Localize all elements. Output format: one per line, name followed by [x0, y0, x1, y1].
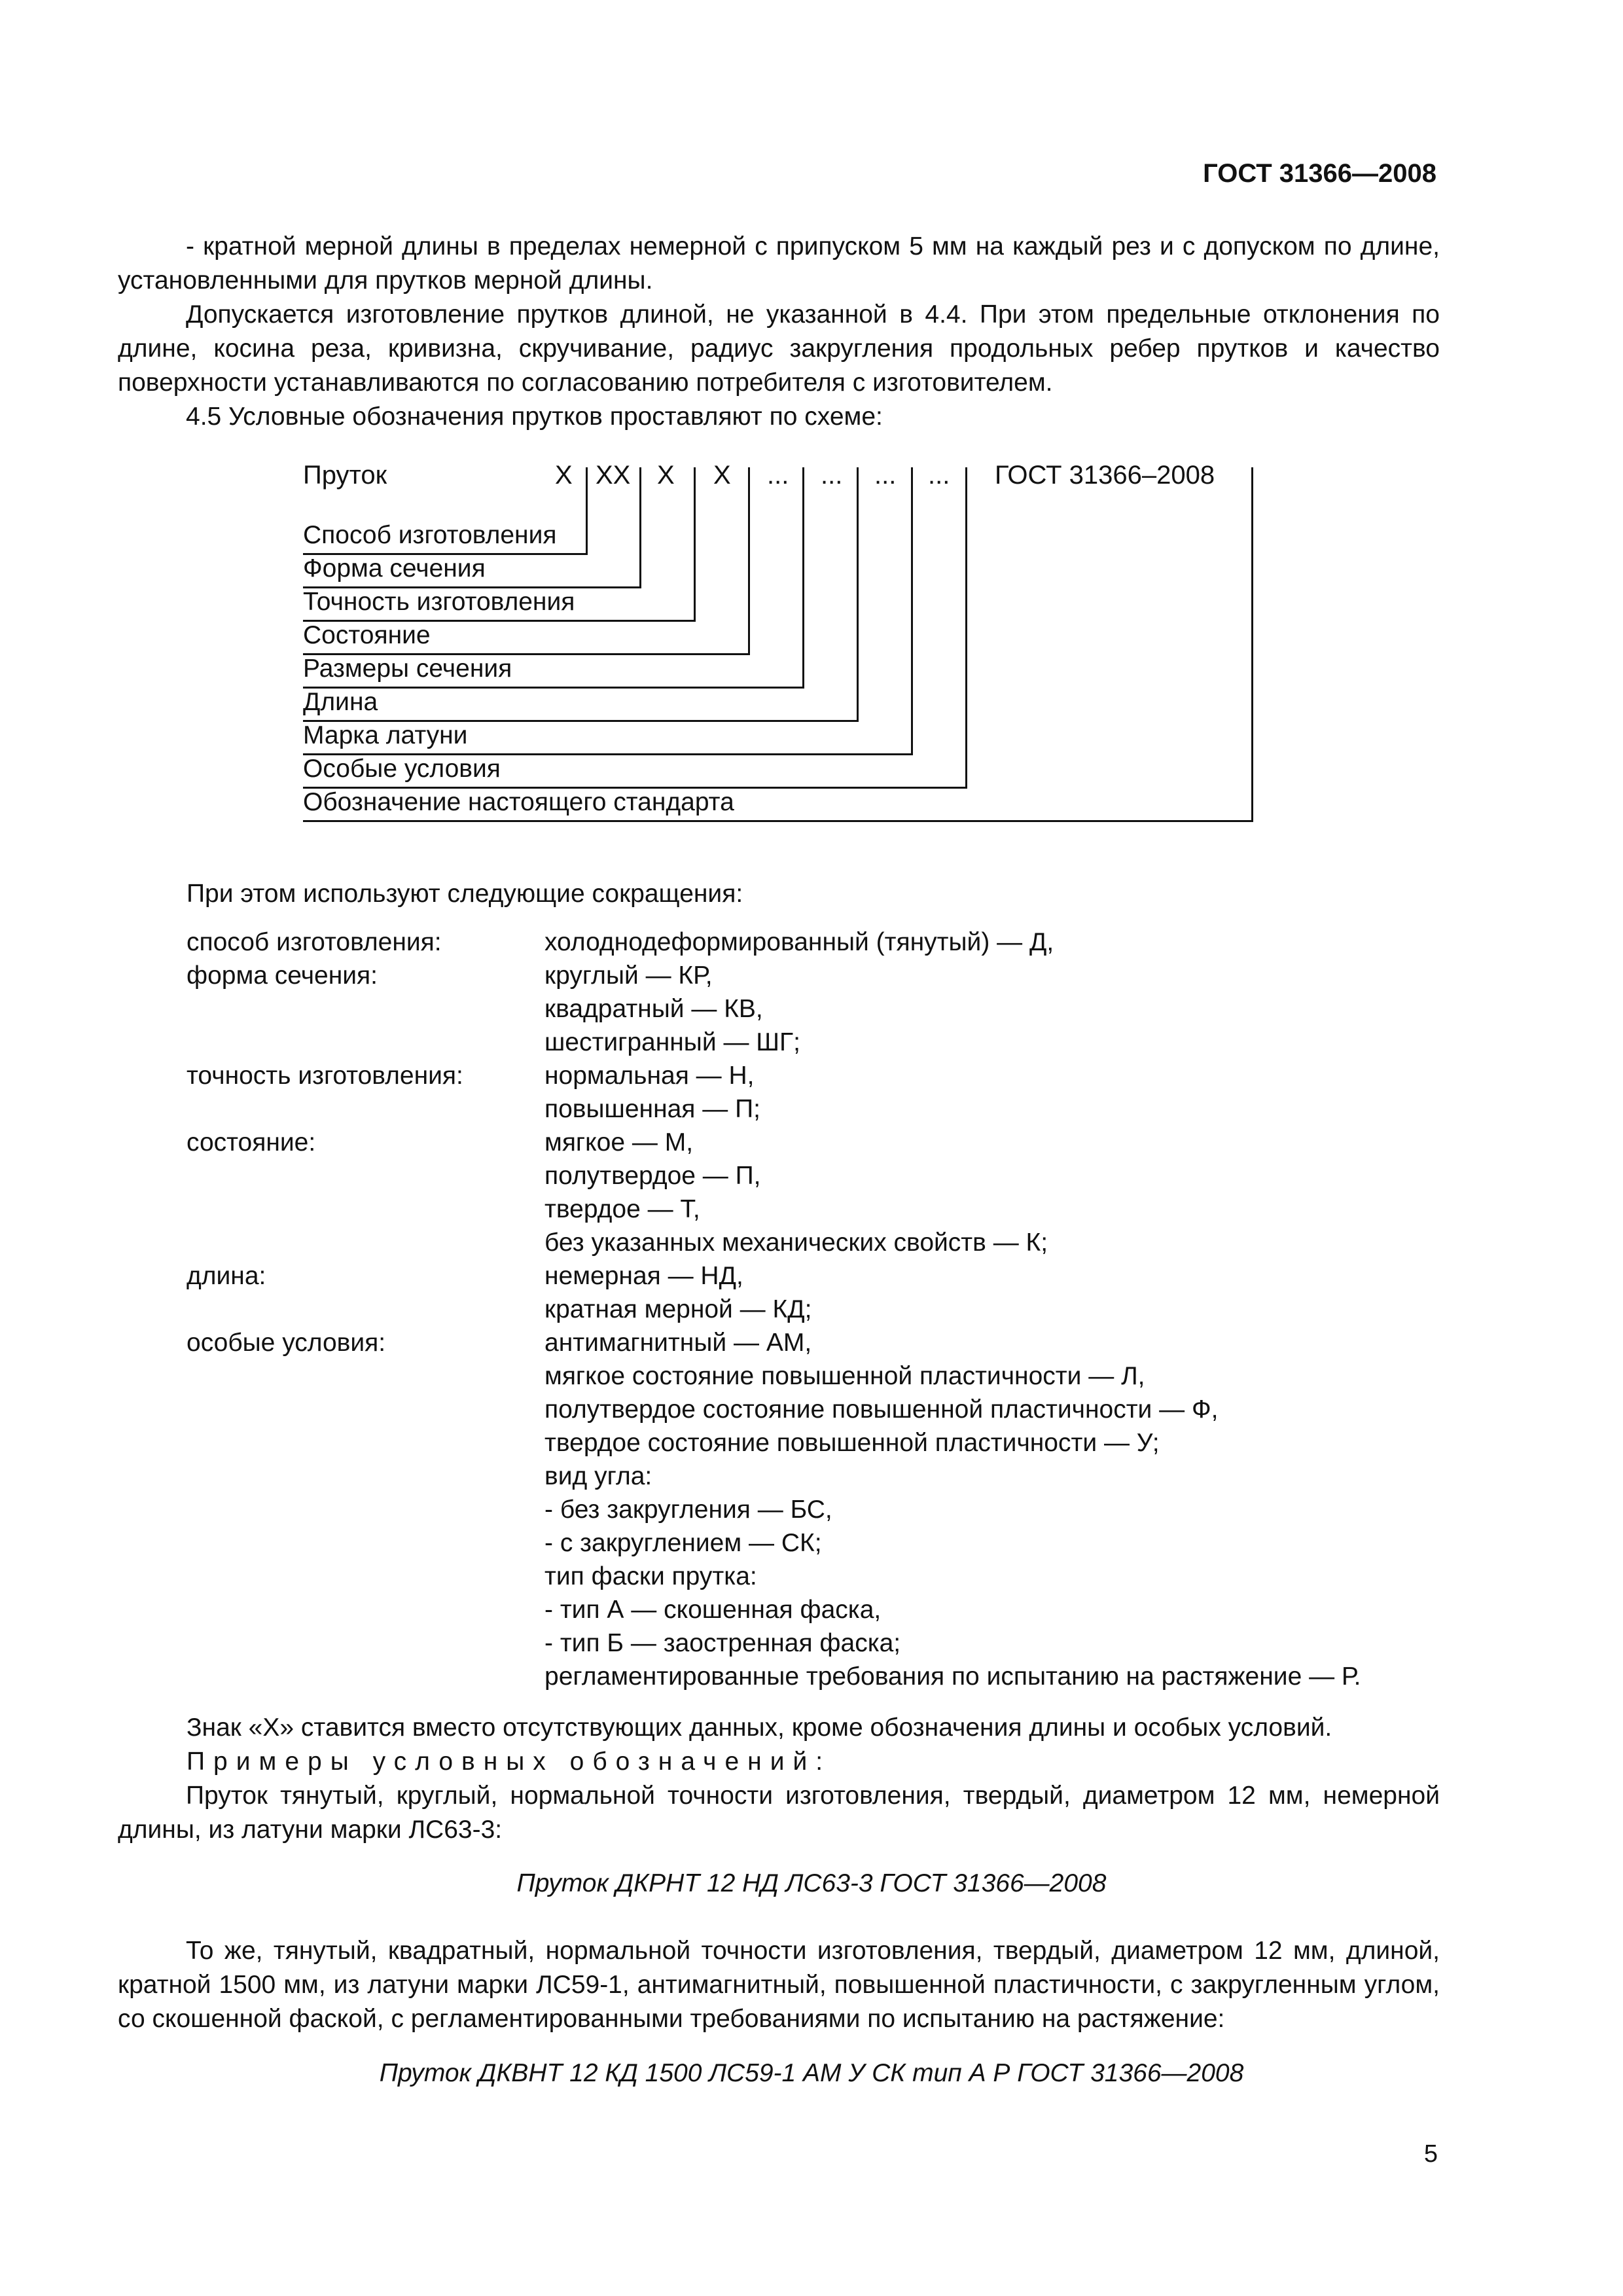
example1-description-block	[118, 1779, 1440, 1847]
scheme-slot: ...	[821, 461, 843, 490]
label-underline	[303, 820, 1253, 822]
scheme-slot: ...	[767, 461, 789, 490]
example2-description: То же, тянутый, квадратный, нормальной точности изготовления, твердый, диаметром 12 мм, длиной, кратной 1500 мм, из латуни марки ЛС59-1, антимагнитный, повышенной пластичности, с закругленным углом, со скошенной фаской, с регламентированными требованиями по испытанию на растяжение:	[118, 1937, 1440, 2033]
abbr-term: способ изготовления:	[187, 928, 442, 956]
abbr-value: регламентированные требования по испытанию на растяжение — Р.	[544, 1662, 1361, 1691]
scheme-label: Способ изготовления	[303, 521, 557, 549]
connector-line	[965, 467, 967, 787]
example1-designation: Пруток ДКРНТ 12 НД ЛС63-3 ГОСТ 31366—2008	[516, 1869, 1107, 1897]
scheme-slot: Х	[555, 461, 573, 490]
connector-line	[586, 467, 588, 554]
abbr-value: - с закруглением — СК;	[544, 1529, 822, 1557]
abbr-value: кратная мерной — КД;	[544, 1295, 812, 1323]
abbr-value: полутвердое — П,	[544, 1162, 761, 1190]
abbr-value: нормальная — Н,	[544, 1062, 755, 1090]
scheme-slot: Х	[713, 461, 731, 490]
connector-line	[857, 467, 859, 721]
x-sign-note: Знак «Х» ставится вместо отсутствующих данных, кроме обозначения длины и особых условий.	[187, 1713, 1332, 1742]
abbr-value: холоднодеформированный (тянутый) — Д,	[544, 928, 1054, 956]
abbr-value: полутвердое состояние повышенной пластичности — Ф,	[544, 1395, 1219, 1424]
abbr-value: немерная — НД,	[544, 1262, 743, 1290]
abbr-value: мягкое — М,	[544, 1128, 694, 1157]
connector-line	[911, 467, 913, 754]
scheme-label: Форма сечения	[303, 554, 486, 583]
abbr-value: квадратный — КВ,	[544, 995, 763, 1023]
examples-heading: Примеры условных обозначений:	[187, 1748, 832, 1776]
abbr-value: вид угла:	[544, 1462, 652, 1490]
label-underline	[303, 687, 804, 689]
allowed-paragraph: Допускается изготовление прутков длиной, не указанной в 4.4. При этом предельные отклонения по длине, косина реза, кривизна, скручивание, радиус закругления продольных ребер прутков и качество поверхности устанавливаются по согласованию потребителя с изготовителем.	[118, 300, 1440, 397]
clause-4-5: 4.5 Условные обозначения прутков проставляют по схеме:	[186, 403, 883, 431]
abbr-term: особые условия:	[187, 1329, 386, 1357]
connector-line	[639, 467, 641, 587]
connector-line	[802, 467, 804, 687]
dash-line-paragraph: - кратной мерной длины в пределах немерной с припуском 5 мм на каждый рез и с допуском по длине, установленными для прутков мерной длины.	[118, 232, 1440, 295]
abbr-term: точность изготовления:	[187, 1062, 463, 1090]
abbr-value: мягкое состояние повышенной пластичности — Л,	[544, 1362, 1145, 1390]
scheme-head-word: Пруток	[303, 461, 387, 490]
connector-line	[694, 467, 696, 620]
abbreviations-intro: При этом используют следующие сокращения:	[187, 880, 743, 908]
example2-description-block	[118, 1934, 1440, 2036]
abbr-value: твердое состояние повышенной пластичности — У;	[544, 1429, 1160, 1457]
page-number: 5	[1423, 2140, 1438, 2168]
abbr-term: состояние:	[187, 1128, 316, 1157]
abbr-value: - тип Б — заостренная фаска;	[544, 1629, 901, 1657]
example2-designation: Пруток ДКВНТ 12 КД 1500 ЛС59-1 АМ У СК тип А Р ГОСТ 31366—2008	[379, 2059, 1244, 2087]
scheme-standard: ГОСТ 31366–2008	[995, 461, 1215, 490]
abbr-value: - тип А — скошенная фаска,	[544, 1596, 882, 1624]
abbr-value: шестигранный — ШГ;	[544, 1028, 800, 1056]
abbr-value: круглый — КР,	[544, 961, 713, 990]
connector-line	[1251, 467, 1253, 821]
scheme-slot: ...	[928, 461, 950, 490]
abbr-value: тип фаски прутка:	[544, 1562, 757, 1590]
scheme-label: Точность изготовления	[303, 588, 575, 616]
scheme-slot: ...	[874, 461, 897, 490]
abbr-value: - без закругления — БС,	[544, 1496, 832, 1524]
abbr-value: без указанных механических свойств — К;	[544, 1229, 1048, 1257]
scheme-label: Марка латуни	[303, 721, 468, 749]
scheme-label: Особые условия	[303, 755, 501, 783]
example1-description: Пруток тянутый, круглый, нормальной точности изготовления, твердый, диаметром 12 мм, немерной длины, из латуни марки ЛС63-3:	[118, 1782, 1440, 1844]
connector-line	[748, 467, 750, 654]
scheme-label: Длина	[303, 688, 378, 716]
abbr-value: твердое — Т,	[544, 1195, 700, 1223]
intro-text	[118, 230, 1440, 434]
abbr-term: длина:	[187, 1262, 266, 1290]
document-id-header: ГОСТ 31366—2008	[1203, 159, 1436, 188]
abbr-value: антимагнитный — АМ,	[544, 1329, 812, 1357]
scheme-slot: ХХ	[596, 461, 631, 490]
abbr-term: форма сечения:	[187, 961, 378, 990]
scheme-label: Состояние	[303, 621, 431, 649]
scheme-slot: Х	[657, 461, 675, 490]
abbr-value: повышенная — П;	[544, 1095, 760, 1123]
scheme-label: Обозначение настоящего стандарта	[303, 788, 734, 816]
scheme-label: Размеры сечения	[303, 655, 512, 683]
